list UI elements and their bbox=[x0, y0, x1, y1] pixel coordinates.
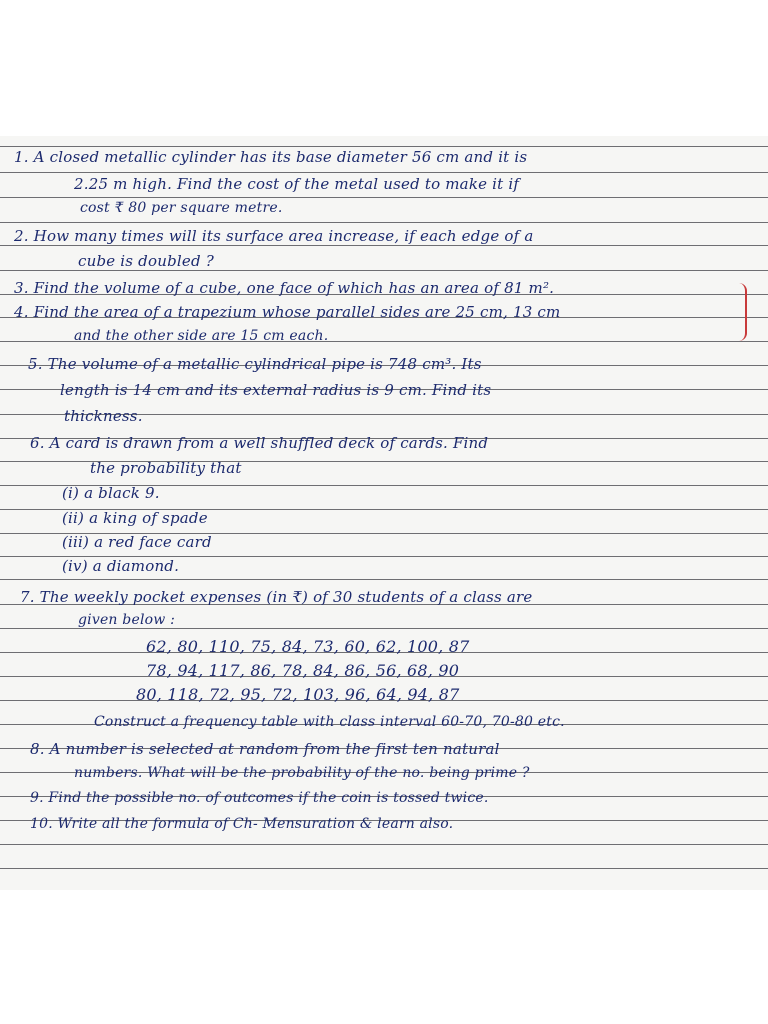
ruled-line bbox=[0, 628, 768, 629]
handwritten-line: (iv) a diamond. bbox=[62, 557, 180, 575]
handwritten-line: thickness. bbox=[64, 407, 143, 425]
ruled-line bbox=[0, 197, 768, 198]
ruled-line bbox=[0, 868, 768, 869]
handwritten-line: the probability that bbox=[90, 459, 242, 477]
handwritten-line: (iii) a red face card bbox=[62, 533, 212, 551]
handwritten-line: 9. Find the possible no. of outcomes if the coin is tossed twice. bbox=[30, 790, 489, 806]
handwritten-line: 80, 118, 72, 95, 72, 103, 96, 64, 94, 87 bbox=[136, 685, 460, 704]
handwritten-line: and the other side are 15 cm each. bbox=[74, 328, 329, 344]
blank-margin bbox=[0, 890, 768, 1024]
ruled-line bbox=[0, 844, 768, 845]
handwritten-line: cost ₹ 80 per square metre. bbox=[80, 200, 283, 216]
handwritten-line: 6. A card is drawn from a well shuffled deck of cards. Find bbox=[30, 434, 489, 452]
ruled-line bbox=[0, 172, 768, 173]
handwritten-line: 3. Find the volume of a cube, one face of which has an area of 81 m². bbox=[14, 279, 555, 297]
handwritten-line: 2. How many times will its surface area increase, if each edge of a bbox=[14, 227, 534, 245]
handwritten-line: 62, 80, 110, 75, 84, 73, 60, 62, 100, 87 bbox=[146, 637, 470, 656]
handwritten-line: 4. Find the area of a trapezium whose parallel sides are 25 cm, 13 cm bbox=[14, 303, 561, 321]
handwritten-line: cube is doubled ? bbox=[78, 252, 214, 270]
ruled-line bbox=[0, 270, 768, 271]
handwritten-line: numbers. What will be the probability of the no. being prime ? bbox=[74, 765, 530, 781]
handwritten-line: 78, 94, 117, 86, 78, 84, 86, 56, 68, 90 bbox=[146, 661, 460, 680]
notebook-page bbox=[0, 136, 768, 890]
handwritten-line: given below : bbox=[78, 612, 176, 628]
ruled-line bbox=[0, 146, 768, 147]
ruled-line bbox=[0, 579, 768, 580]
ruled-line bbox=[0, 222, 768, 223]
handwritten-line: 1. A closed metallic cylinder has its base diameter 56 cm and it is bbox=[14, 148, 528, 166]
handwritten-line: (ii) a king of spade bbox=[62, 509, 208, 527]
red-correction-mark bbox=[733, 283, 747, 341]
handwritten-line: 2.25 m high. Find the cost of the metal used to make it if bbox=[74, 175, 520, 193]
ruled-line bbox=[0, 245, 768, 246]
handwritten-line: 8. A number is selected at random from the first ten natural bbox=[30, 740, 500, 758]
handwritten-line: length is 14 cm and its external radius is 9 cm. Find its bbox=[60, 381, 492, 399]
handwritten-line: 5. The volume of a metallic cylindrical pipe is 748 cm³. Its bbox=[28, 355, 482, 373]
handwritten-line: 10. Write all the formula of Ch- Mensuration & learn also. bbox=[30, 816, 454, 832]
handwritten-line: (i) a black 9. bbox=[62, 484, 160, 502]
handwritten-line: 7. The weekly pocket expenses (in ₹) of 30 students of a class are bbox=[20, 588, 533, 606]
handwritten-line: Construct a frequency table with class interval 60-70, 70-80 etc. bbox=[94, 714, 565, 730]
